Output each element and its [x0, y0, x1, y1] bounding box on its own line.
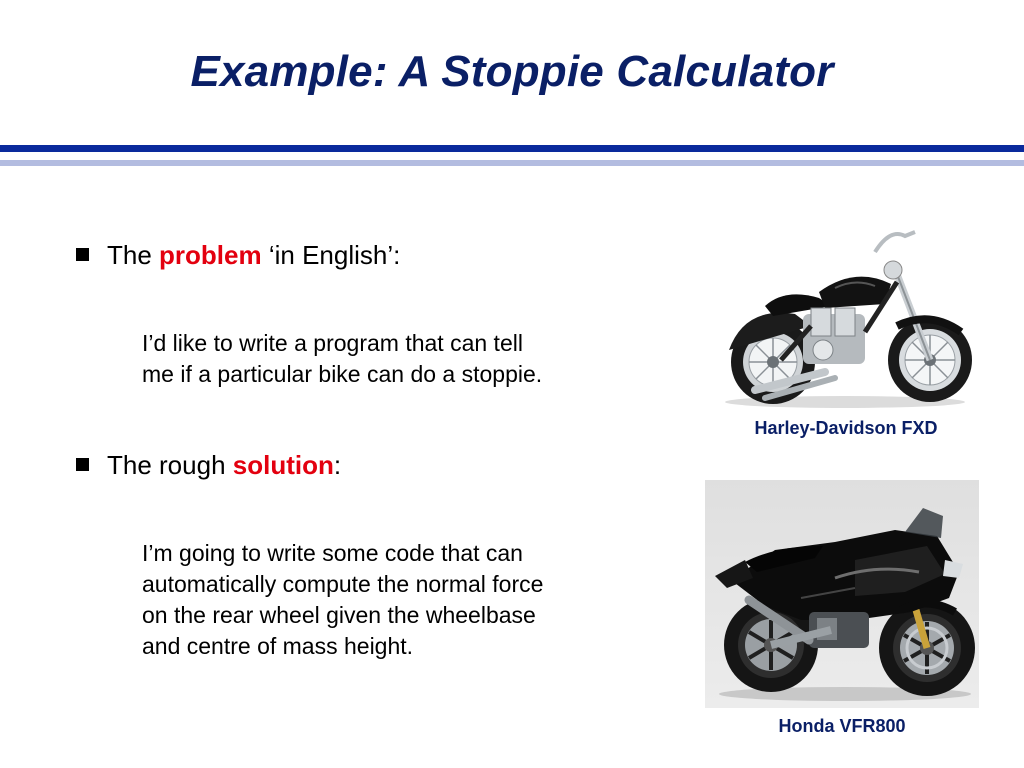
title-rule-thin: [0, 160, 1024, 166]
caption-harley: Harley-Davidson FXD: [754, 418, 938, 438]
problem-detail: [142, 328, 662, 390]
cruiser-motorcycle-photo: [715, 222, 977, 412]
caption-honda: Honda VFR800: [778, 716, 906, 736]
solution-detail-line: on the rear wheel given the wheelbase: [142, 602, 536, 628]
bullet-solution-highlight: solution: [232, 450, 334, 480]
bullet-solution: [76, 448, 341, 482]
solution-detail: [142, 538, 662, 662]
square-bullet-icon: [76, 248, 89, 261]
problem-detail-line: me if a particular bike can do a stoppie.: [142, 361, 543, 387]
solution-detail-line: automatically compute the normal force: [142, 571, 544, 597]
problem-detail-line: I’d like to write a program that can tell: [142, 330, 523, 356]
bullet-problem-prefix: The: [107, 240, 160, 270]
title-rule-thick: [0, 145, 1024, 152]
bullet-problem: [76, 238, 400, 272]
bullet-problem-suffix: ‘in English’:: [261, 240, 401, 270]
square-bullet-icon: [76, 458, 89, 471]
slide-title: Example: A Stoppie Calculator: [190, 47, 834, 96]
bullet-solution-prefix: The rough: [107, 450, 233, 480]
bullet-solution-suffix: :: [333, 450, 342, 480]
solution-detail-line: and centre of mass height.: [142, 633, 414, 659]
solution-detail-line: I’m going to write some code that can: [142, 540, 523, 566]
bullet-problem-highlight: problem: [159, 240, 262, 270]
sport-motorcycle-photo: [705, 480, 979, 708]
